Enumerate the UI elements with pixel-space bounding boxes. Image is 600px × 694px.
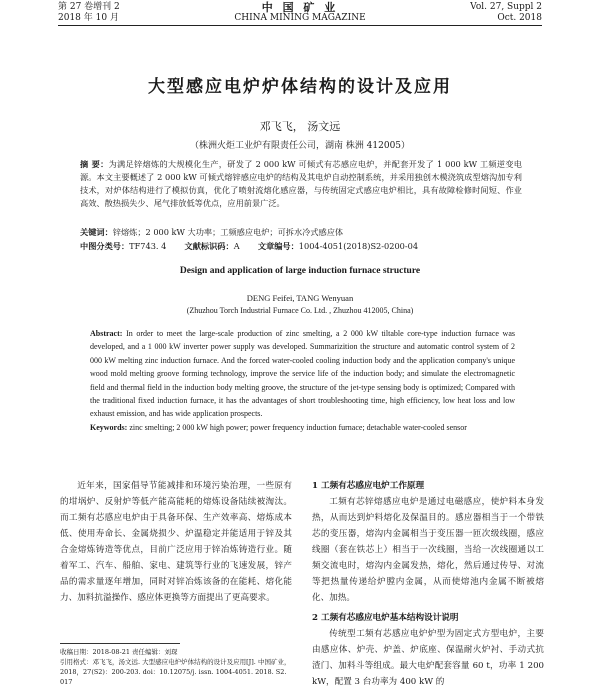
volume-label: Vol. 27, Suppl 2 [470, 2, 542, 12]
body-column-left [60, 478, 292, 606]
journal-name-en: CHINA MINING MAGAZINE [234, 13, 366, 23]
section-2-heading: 2 工频有芯感应电炉基本结构设计说明 [312, 613, 459, 623]
english-authors: DENG Feifei, TANG Wenyuan [246, 293, 354, 303]
abstract-cn [80, 158, 522, 210]
body-column-right [312, 478, 544, 687]
running-header [0, 0, 600, 26]
english-keywords-text: zinc smelting; 2 000 kW high power; power frequency induction furnace; detachable water-cooled sensor [129, 422, 467, 432]
clc-value: TF743. 4 [129, 241, 167, 251]
english-abstract-label: Abstract: [90, 329, 123, 338]
footnote [60, 647, 292, 687]
english-abstract-text: In order to meet the large-scale production of zinc smelting, a 2 000 kW tiltable core-type induction furnace was developed, and a 1 000 kW inverter power supply was developed. Summarizition the structure and automatic control system of 2 000 kW melting zinc induction furnace. And the forced water-cooled cooling induction body and the application company's unique wood mold melting groove forming technology, improve the service life of the induction body; and simulate the electromagnetic field and thermal field in the induction body melting groove, the structure of the jet-type sensing body is optimized; Compared with the traditional fixed induction furnace, it has the advantages of short troubleshooting time, high efficiency, low heat loss and low exhaust emission, and has wide application prospects. [90, 329, 515, 419]
journal-name-cn: 中 国 矿 业 [261, 1, 339, 14]
paper-title: 大型感应电炉炉体结构的设计及应用 [148, 77, 452, 97]
doc-code-value: A [233, 241, 240, 251]
section-2-paragraph: 传统型工频有芯感应电炉炉型为固定式方型电炉，主要由感应体、炉壳、炉盖、炉底座、保温耐火炉衬、手动式抗渣门、加料斗等组成。最大电炉配套容量 60 t，功率 1 200 kW，配置 3 台功率为 400 kW 的 [312, 629, 544, 687]
english-abstract [90, 327, 515, 434]
doc-code-label: 文献标识码： [184, 241, 234, 251]
header-rule [58, 25, 542, 26]
abstract-label: 摘 要： [80, 159, 109, 169]
header-right [470, 2, 542, 24]
keywords-text: 锌熔炼；2 000 kW 大功率；工频感应电炉；可拆水冷式感应体 [112, 227, 344, 237]
section-1-paragraph: 工频有芯锌熔感应电炉是通过电磁感应，使炉料本身发热，从而达到炉料熔化及保温目的。感应器相当于一个带铁芯的变压器，熔沟内金属相当于变压器一匝次级线圈，感应线圈（套在铁芯上）相当于一次线圈，当给一次线圈通以工频交流电时，熔沟内金属发热，熔化，然后通过传导、对流等把热量传递给炉膛内金属，从而使熔池内金属不断被熔化、加热。 [312, 497, 544, 603]
article-id-value: 1004-4051(2018)S2-0200-04 [298, 241, 419, 251]
intro-paragraph: 近年来，国家倡导节能减排和环境污染治理，一些原有的坩埚炉、反射炉等低产能高能耗的熔炼设备陆续被淘汰。而工频有芯感应电炉由于具备环保、生产效率高、熔炼成本低、使用寿命长、金属烧损少、炉温稳定并能适用于锌及其合金熔炼铸造等优点，目前广泛应用于锌冶炼铸造行业。随着军工、汽车、船舶、家电、建筑等行业的飞速发展，锌产品的需求量逐年增加，同时对锌冶炼该备的在能耗、熔化能力、加料抗溢操作、感应体更换等方面提出了更高要求。 [60, 481, 292, 603]
citation-format: 引用格式：邓飞飞，汤文远. 大型感应电炉炉体结构的设计及应用[J]. 中国矿业，2018，27(S2)：200-203. doi：10.12075/j. issn. 1004-4051. 2018. S2. 017 [60, 658, 291, 686]
keywords-cn [80, 226, 522, 239]
english-keywords-label: Keywords: [90, 422, 128, 432]
article-id-label: 文章编号： [257, 241, 299, 251]
section-1-heading: 1 工频有芯感应电炉工作原理 [312, 481, 425, 491]
authors: 邓飞飞， 汤文远 [259, 120, 341, 133]
clc-label: 中图分类号： [80, 241, 130, 251]
issue-date: 2018 年 10 月 [58, 13, 119, 23]
english-affiliation: (Zhuzhou Torch Industrial Furnace Co. Ltd. , Zhuzhou 412005, China) [186, 306, 414, 315]
issue-label: 第 27 卷增刊 2 [58, 2, 120, 12]
abstract-text: 为满足锌熔炼的大规模化生产，研发了 2 000 kW 可倾式有芯感应电炉，并配套开发了 1 000 kW 工频逆变电源。本文主要概述了 2 000 kW 可倾式熔锌感应电炉的结构及其电炉自动控制系统，并采用独创木模浇筑成型熔沟加专利技术，对炉体结构进行了模拟仿真，优化了喷射流熔化感应器，与传统固定式感应电炉相比，具有故障检修时间短、作业高效、散热损失少、尾气排放低等优点，应用前景广泛。 [80, 159, 522, 208]
footnote-rule [60, 643, 180, 644]
english-title: Design and application of large induction furnace structure [179, 266, 421, 276]
received-date: 收稿日期：2018-08-21 责任编辑：刘琛 [60, 648, 178, 656]
affiliation: （株洲火炬工业炉有限责任公司，湖南 株洲 412005） [189, 141, 411, 151]
meta-line [80, 240, 522, 253]
month-label: Oct. 2018 [497, 13, 542, 23]
keywords-label: 关键词： [80, 227, 113, 237]
